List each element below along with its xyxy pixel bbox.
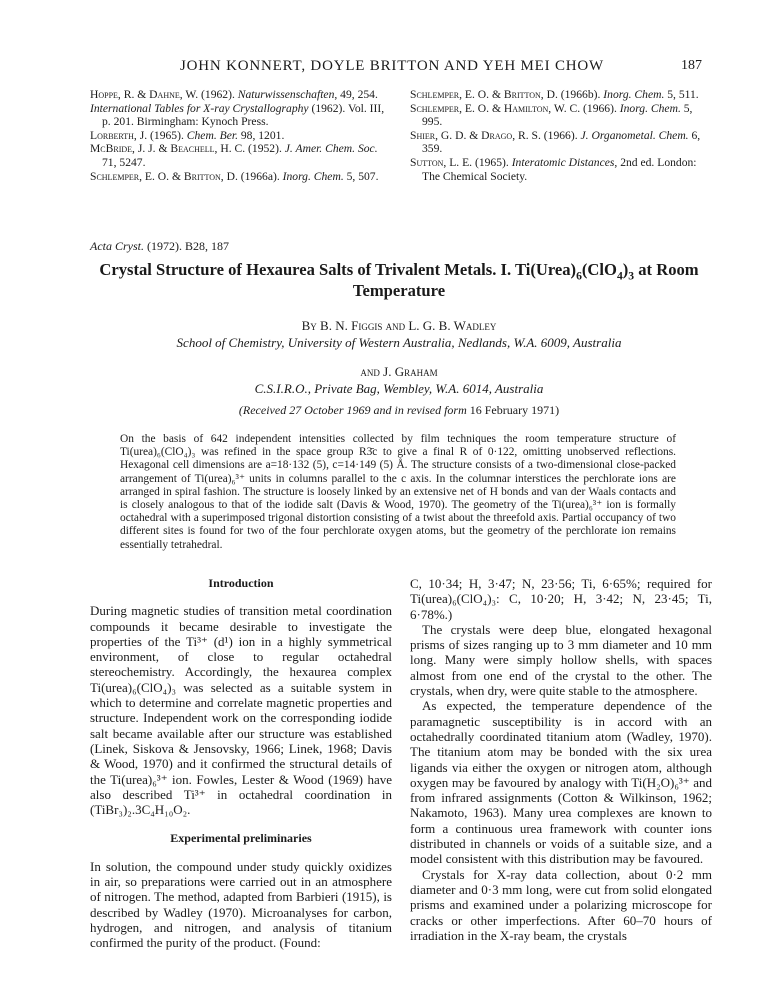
- paragraph: During magnetic studies of transition metal coordination compounds it became desirable to investigate the properties of the Ti³⁺ (d¹) ion in a highly symmetrical environment, of close to regular octahedral stereochemistry. Accordingly, the hexaurea complex Ti(urea)₆(ClO₄)₃ was selected as a suitable system in which to determine and correlate magnetic properties and structure. Independent work on the corresponding iodide salt became available after our structure was established (Linek, Siskova & Jensovsky, 1966; Linek, 1968; Davis & Wood, 1970) and it confirmed the structural details of the Ti(urea)₆³⁺ ion. Fowles, Lester & Wood (1969) have also described Ti³⁺ in octahedral coordination in (TiBr₃)₂.3C₄H₁₀O₂.: [90, 603, 392, 818]
- reference-item: Schlemper, E. O. & Hamilton, W. C. (1966). Inorg. Chem. 5, 995.: [410, 101, 693, 129]
- body-column-left: [90, 576, 392, 951]
- article-title: Crystal Structure of Hexaurea Salts of Trivalent Metals. I. $Ti(Urea)_6(ClO_4)_3$ at Room Temperature: [99, 260, 699, 300]
- reference-item: Lorberth, J. (1965). Chem. Ber. 98, 1201.: [90, 128, 285, 142]
- reference-column-right: [410, 88, 710, 183]
- paragraph: C, 10·34; H, 3·47; N, 23·56; Ti, 6·65%; required for Ti(urea)₆(ClO₄)₃: C, 10·20; H, 3·42; N, 23·45; Ti, 6·78%.): [410, 576, 712, 622]
- affiliation: C.S.I.R.O., Private Bag, Wembley, W.A. 6014, Australia: [254, 381, 544, 396]
- running-title: JOHN KONNERT, DOYLE BRITTON AND YEH MEI CHOW: [180, 58, 604, 74]
- reference-item: Sutton, L. E. (1965). Interatomic Distances, 2nd ed. London: The Chemical Society.: [410, 155, 697, 183]
- author-line: By B. N. Figgis and L. G. B. Wadley: [301, 318, 497, 333]
- reference-item: Schlemper, E. O. & Britton, D. (1966a). Inorg. Chem. 5, 507.: [90, 169, 379, 183]
- affiliation: School of Chemistry, University of Western Australia, Nedlands, W.A. 6009, Australia: [176, 335, 622, 350]
- reference-item: Hoppe, R. & Dahne, W. (1962). Naturwissenschaften, 49, 254.: [90, 88, 378, 101]
- paragraph: Crystals for X-ray data collection, about 0·2 mm diameter and 0·3 mm long, were cut from solid elongated prisms and examined under a polarizing microscope for cracks or other imperfections. After 60–70 hours of irradiation in the X-ray beam, the crystals: [410, 866, 712, 943]
- reference-item: Shier, G. D. & Drago, R. S. (1966). J. Organometal. Chem. 6, 359.: [410, 128, 701, 156]
- reference-item: Schlemper, E. O. & Britton, D. (1966b). Inorg. Chem. 5, 511.: [410, 88, 699, 101]
- journal-citation: Acta Cryst. (1972). B28, 187: [90, 239, 229, 253]
- reference-column-left: [90, 88, 390, 183]
- author-block: [90, 317, 708, 397]
- paragraph: The crystals were deep blue, elongated hexagonal prisms of sizes ranging up to 3 mm diameter and 10 mm long. Many were simply hollow shells, with spaces almost from one end of the crystal to the other. The crystals, when dry, were quite stable to the atmosphere.: [410, 621, 712, 699]
- body-column-right: [410, 576, 712, 943]
- reference-item: International Tables for X-ray Crystallography (1962). Vol. III, p. 201. Birmingham: Kynoch Press.: [90, 101, 385, 129]
- paragraph: As expected, the temperature dependence of the paramagnetic susceptibility is in accord with an octahedrally coordinated titanium atom (Wadley, 1970). The titanium atom may be bonded with the six urea ligands via either the oxygen or nitrogen atom, although oxygen may be favoured by analogy with Ti(H₂O)₆³⁺ and from infrared assignments (Cotton & Wilkinson, 1962; Nakamoto, 1963). Many urea complexes are known to form a continuous urea framework with counter ions distributed in channels or voids of a suitable size, and a model consistent with this distribution may be favoured.: [410, 698, 712, 867]
- section-heading: Experimental preliminaries: [170, 831, 312, 846]
- reference-item: McBride, J. J. & Beachell, H. C. (1952). J. Amer. Chem. Soc. 71, 5247.: [90, 142, 378, 169]
- running-head: [90, 58, 702, 78]
- received-dates: (Received 27 October 1969 and in revised form 16 February 1971): [238, 403, 560, 417]
- author-line: and J. Graham: [360, 364, 438, 379]
- page-number: 187: [681, 58, 702, 73]
- paragraph: In solution, the compound under study quickly oxidizes in air, so preparations were carried out in an atmosphere of nitrogen. The method, adapted from Barbieri (1915), is described by Wadley (1970). Microanalyses for carbon, hydrogen, and nitrogen, and analysis of titanium confirmed the purity of the product. (Found:: [90, 858, 392, 951]
- abstract: On the basis of 642 independent intensities collected by film techniques the room temperature structure of Ti(urea)₆(ClO₄)₃ was refined in the space group R3̄c to give a final R of 0·122, omitting unobserved reflections. Hexagonal cell dimensions are a=18·132 (5), c=14·149 (5) Å. The structure consists of a two-dimensional close-packed arrangement of Ti(urea)₆³⁺ units in columns parallel to the c axis. In the columnar interstices the perchlorate ions are arranged in spiral fashion. The structure is loosely linked by an extensive net of H bonds and van der Waals contacts and is closely analogous to that of the iodide salt (Davis & Wood, 1970). The geometry of the Ti(urea)₆³⁺ ion is formally octahedral with a superimposed trigonal distortion consisting of a twist about the threefold axis. Partial occupancy of two different sites is found for two of the four perchlorate oxygen atoms, but the geometry of the perchlorate ion remains essentially tetrahedral.: [120, 433, 676, 551]
- reference-list: [90, 88, 708, 198]
- section-heading: Introduction: [208, 576, 274, 590]
